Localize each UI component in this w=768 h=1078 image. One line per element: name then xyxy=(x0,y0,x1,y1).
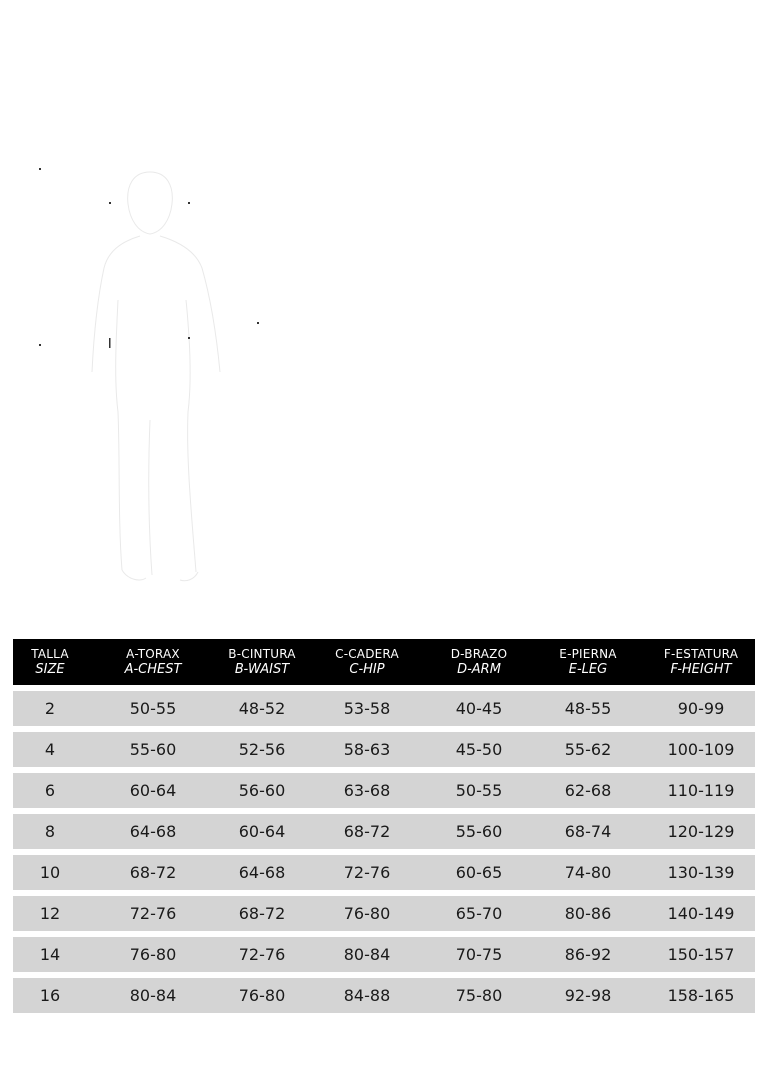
table-row xyxy=(13,691,755,726)
cell-waist: 72-76 xyxy=(238,945,286,964)
cell-size: 12 xyxy=(39,904,61,923)
header-height xyxy=(647,646,755,678)
header-chest-es: A-TORAX xyxy=(126,647,180,661)
cell-height: 120-129 xyxy=(667,822,735,841)
header-hip-es: C-CADERA xyxy=(335,647,399,661)
cell-height: 100-109 xyxy=(667,740,735,759)
cell-size: 6 xyxy=(44,781,56,800)
header-arm xyxy=(429,646,529,678)
cell-size: 8 xyxy=(44,822,56,841)
cell-waist: 64-68 xyxy=(238,863,286,882)
cell-waist: 48-52 xyxy=(238,699,286,718)
cell-arm: 40-45 xyxy=(455,699,503,718)
table-row xyxy=(13,896,755,931)
cell-arm: 65-70 xyxy=(455,904,503,923)
table-row xyxy=(13,732,755,767)
cell-height: 130-139 xyxy=(667,863,735,882)
cell-chest: 60-64 xyxy=(129,781,177,800)
cell-chest: 80-84 xyxy=(129,986,177,1005)
table-header xyxy=(13,639,755,685)
header-height-en: F-HEIGHT xyxy=(670,662,732,677)
cell-waist: 56-60 xyxy=(238,781,286,800)
header-waist-en: B-WAIST xyxy=(234,662,290,677)
header-size xyxy=(13,646,87,678)
cell-chest: 55-60 xyxy=(129,740,177,759)
cell-height: 90-99 xyxy=(677,699,725,718)
cell-waist: 60-64 xyxy=(238,822,286,841)
cell-height: 140-149 xyxy=(667,904,735,923)
cell-arm: 55-60 xyxy=(455,822,503,841)
cell-chest: 72-76 xyxy=(129,904,177,923)
header-height-es: F-ESTATURA xyxy=(663,647,739,661)
cell-arm: 60-65 xyxy=(455,863,503,882)
size-chart-table xyxy=(13,639,755,1013)
cell-size: 10 xyxy=(39,863,61,882)
cell-leg: 74-80 xyxy=(564,863,612,882)
table-row xyxy=(13,773,755,808)
header-waist-es: B-CINTURA xyxy=(228,647,296,661)
header-waist xyxy=(219,646,305,678)
header-arm-es: D-BRAZO xyxy=(450,647,508,661)
cell-leg: 55-62 xyxy=(564,740,612,759)
header-hip xyxy=(305,646,429,678)
cell-leg: 62-68 xyxy=(564,781,612,800)
header-arm-en: D-ARM xyxy=(457,662,501,677)
table-row xyxy=(13,978,755,1013)
table-row xyxy=(13,814,755,849)
header-hip-en: C-HIP xyxy=(349,662,385,677)
cell-hip: 68-72 xyxy=(343,822,391,841)
cell-arm: 45-50 xyxy=(455,740,503,759)
cell-hip: 53-58 xyxy=(343,699,391,718)
cell-size: 16 xyxy=(39,986,61,1005)
cell-chest: 50-55 xyxy=(129,699,177,718)
cell-leg: 80-86 xyxy=(564,904,612,923)
cell-height: 150-157 xyxy=(667,945,735,964)
cell-waist: 68-72 xyxy=(238,904,286,923)
header-chest xyxy=(87,646,219,678)
cell-height: 110-119 xyxy=(667,781,735,800)
cell-leg: 48-55 xyxy=(564,699,612,718)
cell-leg: 68-74 xyxy=(564,822,612,841)
child-silhouette-icon xyxy=(0,0,300,610)
cell-size: 14 xyxy=(39,945,61,964)
header-leg xyxy=(529,646,647,678)
cell-hip: 72-76 xyxy=(343,863,391,882)
cell-chest: 68-72 xyxy=(129,863,177,882)
cell-arm: 75-80 xyxy=(455,986,503,1005)
cell-size: 4 xyxy=(44,740,56,759)
table-row xyxy=(13,855,755,890)
header-size-en: SIZE xyxy=(35,662,65,677)
cell-chest: 76-80 xyxy=(129,945,177,964)
cell-size: 2 xyxy=(44,699,56,718)
header-chest-en: A-CHEST xyxy=(124,662,182,677)
header-size-es: TALLA xyxy=(31,647,69,661)
cell-leg: 92-98 xyxy=(564,986,612,1005)
cell-waist: 76-80 xyxy=(238,986,286,1005)
cell-hip: 80-84 xyxy=(343,945,391,964)
cell-chest: 64-68 xyxy=(129,822,177,841)
cell-arm: 70-75 xyxy=(455,945,503,964)
cell-height: 158-165 xyxy=(667,986,735,1005)
cell-leg: 86-92 xyxy=(564,945,612,964)
header-leg-en: E-LEG xyxy=(568,662,608,677)
table-row xyxy=(13,937,755,972)
header-leg-es: E-PIERNA xyxy=(559,647,617,661)
cell-arm: 50-55 xyxy=(455,781,503,800)
cell-waist: 52-56 xyxy=(238,740,286,759)
cell-hip: 63-68 xyxy=(343,781,391,800)
cell-hip: 84-88 xyxy=(343,986,391,1005)
cell-hip: 76-80 xyxy=(343,904,391,923)
cell-hip: 58-63 xyxy=(343,740,391,759)
